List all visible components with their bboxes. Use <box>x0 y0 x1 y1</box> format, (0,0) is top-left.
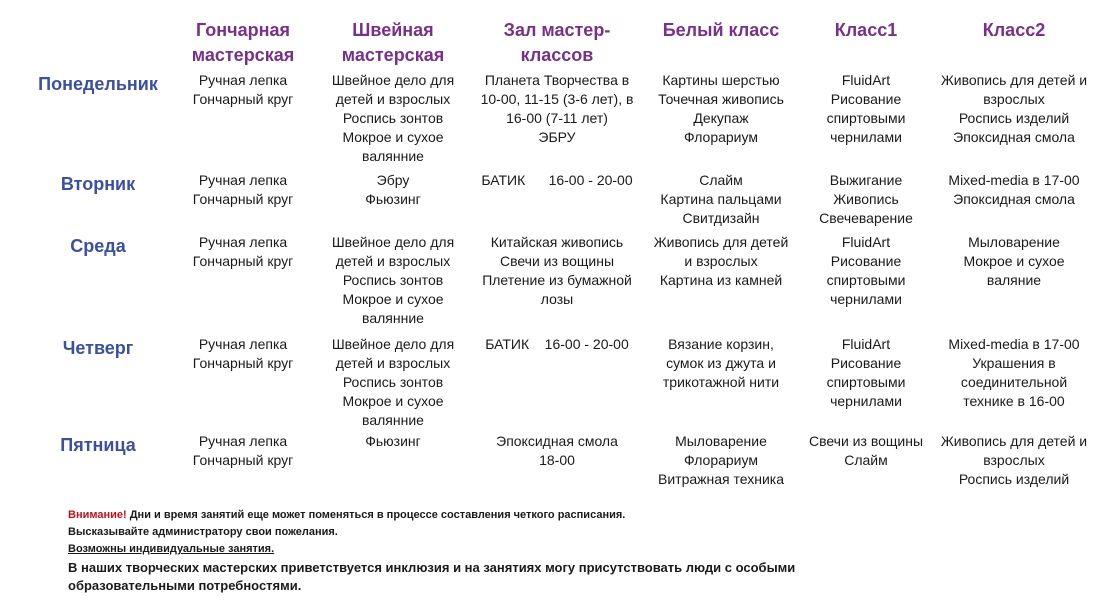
cell-wednesday-class1: FluidArt Рисование спиртовыми чернилами <box>826 234 906 307</box>
column-header-class2: Класс2 <box>982 20 1046 40</box>
warning-note <box>68 507 1068 523</box>
cell-friday-white-class: Мыловарение Флорариум Витражная техника <box>658 433 784 487</box>
cell-monday-masterclass-hall: Планета Творчества в 10-00, 11-15 (3-6 лет), в 16-00 (7-11 лет) ЭБРУ <box>480 72 634 145</box>
notes-section <box>68 507 1068 596</box>
cell-monday-sewing: Швейное дело для детей и взрослых Роспись зонтов Мокрое и сухое валянние <box>331 72 455 164</box>
cell-wednesday-sewing: Швейное дело для детей и взрослых Роспись зонтов Мокрое и сухое валянние <box>331 234 455 326</box>
cell-tuesday-masterclass-hall: БАТИК 16-00 - 20-00 <box>481 172 633 188</box>
day-label-friday: Пятница <box>60 435 136 455</box>
cell-monday-white-class: Картины шерстью Точечная живопись Декупаж Флорариум <box>658 72 784 145</box>
column-header-white-class: Белый класс <box>662 20 780 40</box>
cell-tuesday-class1: Выжигание Живопись Свечеварение <box>819 172 913 226</box>
warning-text: Дни и время занятий еще может поменяться в процессе составления четкого расписания. <box>126 509 626 521</box>
cell-tuesday-pottery: Ручная лепка Гончарный круг <box>192 172 294 207</box>
cell-wednesday-white-class: Живопись для детей и взрослых Картина из камней <box>653 234 789 288</box>
column-header-sewing: Швейная мастерская <box>341 20 445 65</box>
individual-lessons-note <box>68 541 1068 557</box>
day-label-tuesday: Вторник <box>60 174 136 194</box>
cell-thursday-sewing: Швейное дело для детей и взрослых Роспись зонтов Мокрое и сухое валянние <box>331 336 455 428</box>
inclusion-note: В наших творческих мастерских приветствуется инклюзия и на занятиях могу присутствовать люди с особыми образовательными потребностями. <box>68 560 796 593</box>
day-label-wednesday: Среда <box>70 236 126 256</box>
cell-tuesday-class2: Mixed-media в 17-00 Эпоксидная смола <box>948 172 1080 207</box>
day-label-thursday: Четверг <box>62 338 134 358</box>
cell-wednesday-class2: Мыловарение Мокрое и сухое валяние <box>963 234 1065 288</box>
cell-friday-class1: Свечи из вощины Слайм <box>808 433 924 468</box>
cell-monday-pottery: Ручная лепка Гончарный круг <box>192 72 294 107</box>
cell-thursday-class2: Mixed-media в 17-00 Украшения в соединительной технике в 16-00 <box>948 336 1080 409</box>
cell-thursday-class1: FluidArt Рисование спиртовыми чернилами <box>826 336 906 409</box>
cell-thursday-masterclass-hall: БАТИК 16-00 - 20-00 <box>485 336 629 352</box>
cell-tuesday-sewing: Эбру Фьюзинг <box>365 172 421 207</box>
cell-tuesday-white-class: Слайм Картина пальцами Свитдизайн <box>660 172 782 226</box>
cell-monday-class2: Живопись для детей и взрослых Роспись изделий Эпоксидная смола <box>940 72 1088 145</box>
day-label-monday: Понедельник <box>38 74 158 94</box>
column-header-masterclass-hall: Зал мастер- классов <box>503 20 611 65</box>
cell-monday-class1: FluidArt Рисование спиртовыми чернилами <box>826 72 906 145</box>
individual-lessons-text: Возможны индивидуальные занятия. <box>68 543 275 555</box>
cell-thursday-white-class: Вязание корзин, сумок из джута и трикотажной нити <box>662 336 780 390</box>
cell-friday-masterclass-hall: Эпоксидная смола 18-00 <box>496 433 618 468</box>
cell-friday-class2: Живопись для детей и взрослых Роспись изделий <box>940 433 1088 487</box>
cell-wednesday-masterclass-hall: Китайская живопись Свечи из вощины Плетение из бумажной лозы <box>482 234 632 307</box>
cell-friday-pottery: Ручная лепка Гончарный круг <box>192 433 294 468</box>
cell-wednesday-pottery: Ручная лепка Гончарный круг <box>192 234 294 269</box>
wishes-note: Высказывайте администратору свои пожелания. <box>68 526 338 538</box>
cell-thursday-pottery: Ручная лепка Гончарный круг <box>192 336 294 371</box>
warning-label: Внимание! <box>68 509 127 521</box>
cell-friday-sewing: Фьюзинг <box>365 433 421 449</box>
column-header-pottery: Гончарная мастерская <box>191 20 295 65</box>
column-header-class1: Класс1 <box>834 20 898 40</box>
